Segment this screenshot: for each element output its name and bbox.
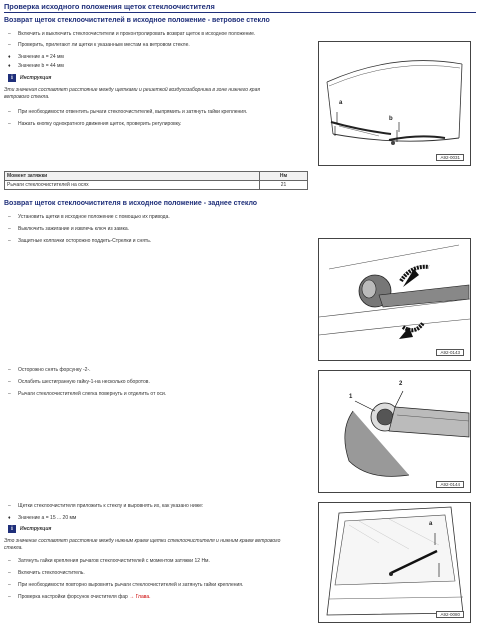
section2-heading: Возврат щеток стеклоочистителя в исходное положение - заднее стекло: [4, 200, 258, 207]
step-list-item: – Проверка настройки форсунок очистителя фар → Глава.: [8, 594, 151, 600]
title-rule: [4, 12, 476, 13]
figure-label-1: 1: [349, 394, 353, 400]
section1-heading: Возврат щеток стеклоочистителей в исходное положение - ветровое стекло: [4, 17, 270, 24]
rear-window-figure: [318, 502, 471, 623]
table-header-cell: Момент затяжки: [5, 172, 260, 181]
figure-code: A92-0031: [436, 154, 464, 161]
windshield-figure: [318, 41, 471, 166]
info-label: Инструкция: [20, 526, 52, 532]
note-line: стекла.: [4, 545, 23, 551]
rear-wiper-cap-illustration: [319, 239, 470, 360]
info-icon: i: [8, 525, 16, 533]
figure-code: A92-0080: [436, 611, 464, 618]
table-cell: 21: [260, 181, 308, 190]
step-list-item: – Установить щетки в исходное положение с помощью их привода.: [8, 214, 170, 220]
value-list-item: ♦ Значение a = 24 мм: [8, 54, 64, 60]
figure-label-a: a: [339, 100, 343, 106]
step-list-item: – При необходимости повторно выровнять рычаги стеклоочистителей и затянуть гайки крепления.: [8, 582, 244, 588]
step-list-item: – Проверить, прилегают ли щетки к указанным местам на ветровом стекле.: [8, 42, 190, 48]
note-line: ветрового стекла.: [4, 94, 50, 100]
info-icon: i: [8, 74, 16, 82]
figure-code: A92-0144: [436, 481, 464, 488]
step-list-item: – Защитные колпачки осторожно поддеть-Стрелки и снять.: [8, 238, 152, 244]
step-list-item: – При необходимости отвентить рычаги стеклоочистителей, выпрямить и затянуть гайки крепления.: [8, 109, 248, 115]
table-cell: Рычаги стеклоочистителей на осях: [5, 181, 260, 190]
value-list-item: ♦ Значение b = 44 мм: [8, 63, 64, 69]
step-list-item: – Щетки стеклоочистителя приложить к стеклу и выровнять их, как указано ниже:: [8, 503, 204, 509]
chapter-link[interactable]: → Глава.: [129, 594, 151, 600]
table-row: [5, 181, 308, 190]
page-title: Проверка исходного положения щеток стеклоочистителя: [4, 2, 215, 11]
note-line: Это значение составляет расстояние между нижним краем щетки стеклоочистителя и нижним краем ветрового: [4, 538, 281, 544]
torque-table: [4, 171, 308, 190]
step-list-item: – Осторожно снять форсунку -2-.: [8, 367, 91, 373]
figure-label-b: b: [389, 116, 393, 122]
step-list-item: – Включить и выключить стеклоочистители и проконтролировать возврат щеток в исходное положение.: [8, 31, 256, 37]
note-line: Эти значения составляет расстояние между щетками и решеткой воздухозаборника в зоне нижнего края: [4, 87, 261, 93]
step-list-item: – Нажать кнопку однократного движения щеток, проверить регулировку.: [8, 121, 182, 127]
figure-code: A92-0143: [436, 349, 464, 356]
step-list-item: – Ослабить шестигранную гайку-1-на несколько оборотов.: [8, 379, 150, 385]
step-list-item: – Рычаги стеклоочистителей слегка повернуть и отделить от оси.: [8, 391, 167, 397]
figure-label-2: 2: [399, 381, 403, 387]
figure-label-a: a: [429, 521, 433, 527]
rear-window-illustration: [319, 503, 470, 622]
value-list-item: ♦ Значение a = 15 ... 20 мм: [8, 515, 77, 521]
step-list-item: – Затянуть гайки крепления рычагов стеклоочистителей с моментом затяжки 12 Нм.: [8, 558, 210, 564]
rear-wiper-cap-figure: [318, 238, 471, 361]
wiper-nut-figure: [318, 370, 471, 493]
wiper-nut-illustration: [319, 371, 470, 492]
info-label: Инструкция: [20, 75, 52, 81]
table-header-row: [5, 172, 308, 181]
step-list-item: – Включить стеклоочиститель.: [8, 570, 85, 576]
step-list-item: – Выключить зажигание и извлечь ключ из замка.: [8, 226, 130, 232]
table-header-cell: Нм: [260, 172, 308, 181]
